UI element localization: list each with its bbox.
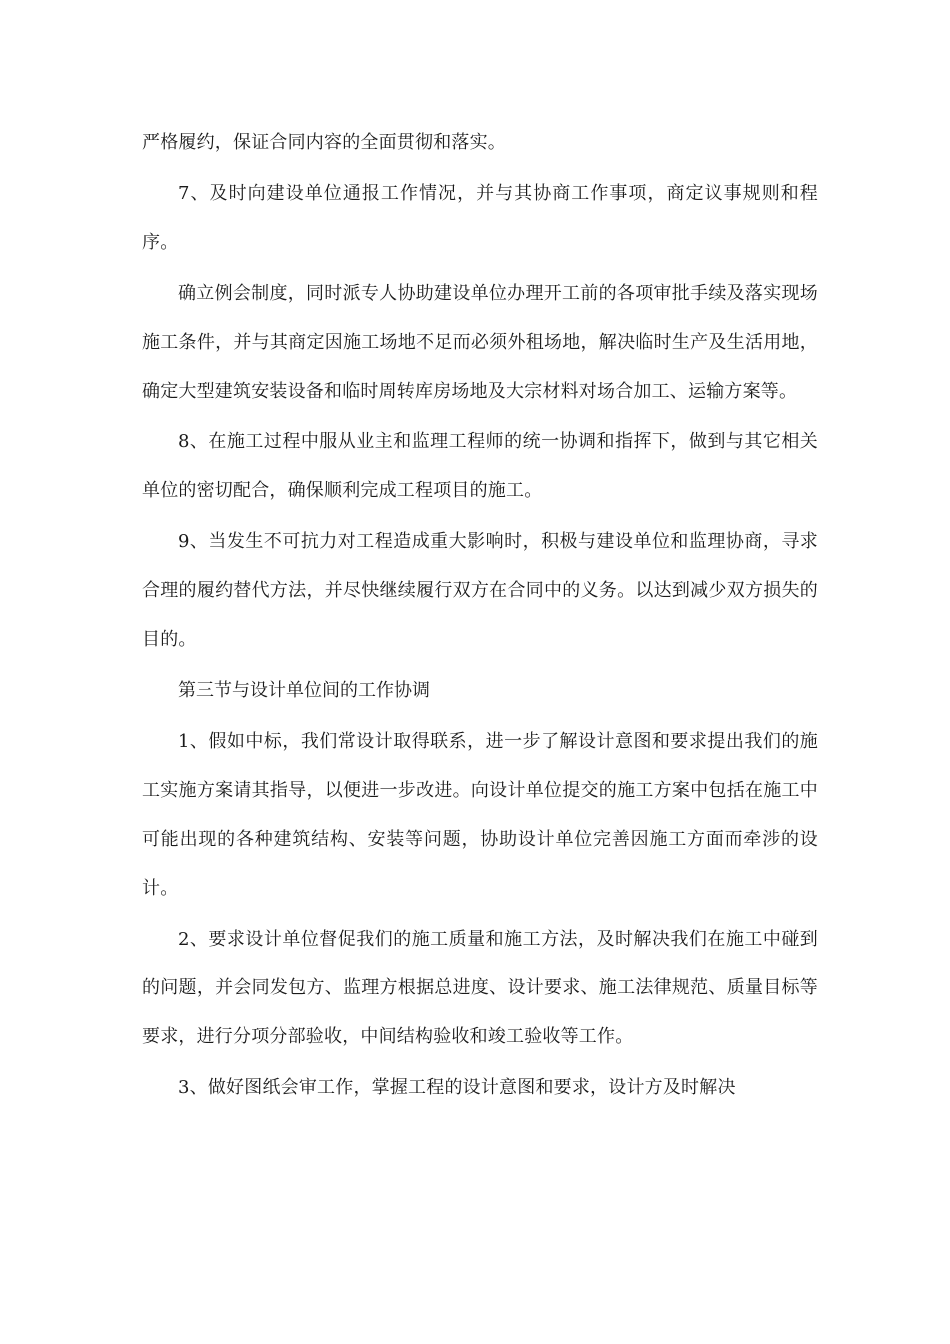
paragraph-design-item-1: 1、假如中标，我们常设计取得联系，进一步了解设计意图和要求提出我们的施工实施方案请其指导，以便进一步改进。向设计单位提交的施工方案中包括在施工中可能出现的各种建筑结构、安装等问题，协助设计单位完善因施工方面而牵涉的设计。 — [142, 730, 818, 899]
paragraph-item-8: 8、在施工过程中服从业主和监理工程师的统一协调和指挥下，做到与其它相关单位的密切配合，确保顺利完成工程项目的施工。 — [142, 431, 818, 502]
section-heading: 第三节与设计单位间的工作协调 — [178, 679, 430, 701]
paragraph-item-7: 7、及时向建设单位通报工作情况，并与其协商工作事项，商定议事规则和程序。 — [142, 182, 818, 253]
document-body — [142, 119, 818, 1115]
paragraph-item-9: 9、当发生不可抗力对工程造成重大影响时，积极与建设单位和监理协商，寻求合理的履约替代方法，并尽快继续履行双方在合同中的义务。以达到减少双方损失的目的。 — [142, 531, 818, 651]
paragraph-continuation: 严格履约，保证合同内容的全面贯彻和落实。 — [142, 132, 506, 153]
paragraph-design-item-2: 2、要求设计单位督促我们的施工质量和施工方法，及时解决我们在施工中碰到的问题，并会同发包方、监理方根据总进度、设计要求、施工法律规范、质量目标等要求，进行分项分部验收，中间结构验收和竣工验收等工作。 — [142, 928, 818, 1048]
paragraph-design-item-3: 3、做好图纸会审工作，掌握工程的设计意图和要求，设计方及时解决 — [178, 1077, 736, 1099]
paragraph-meeting-system: 确立例会制度，同时派专人协助建设单位办理开工前的各项审批手续及落实现场施工条件，并与其商定因施工场地不足而必须外租场地，解决临时生产及生活用地，确定大型建筑安装设备和临时周转库房场地及大宗材料对场合加工、运输方案等。 — [142, 282, 818, 402]
